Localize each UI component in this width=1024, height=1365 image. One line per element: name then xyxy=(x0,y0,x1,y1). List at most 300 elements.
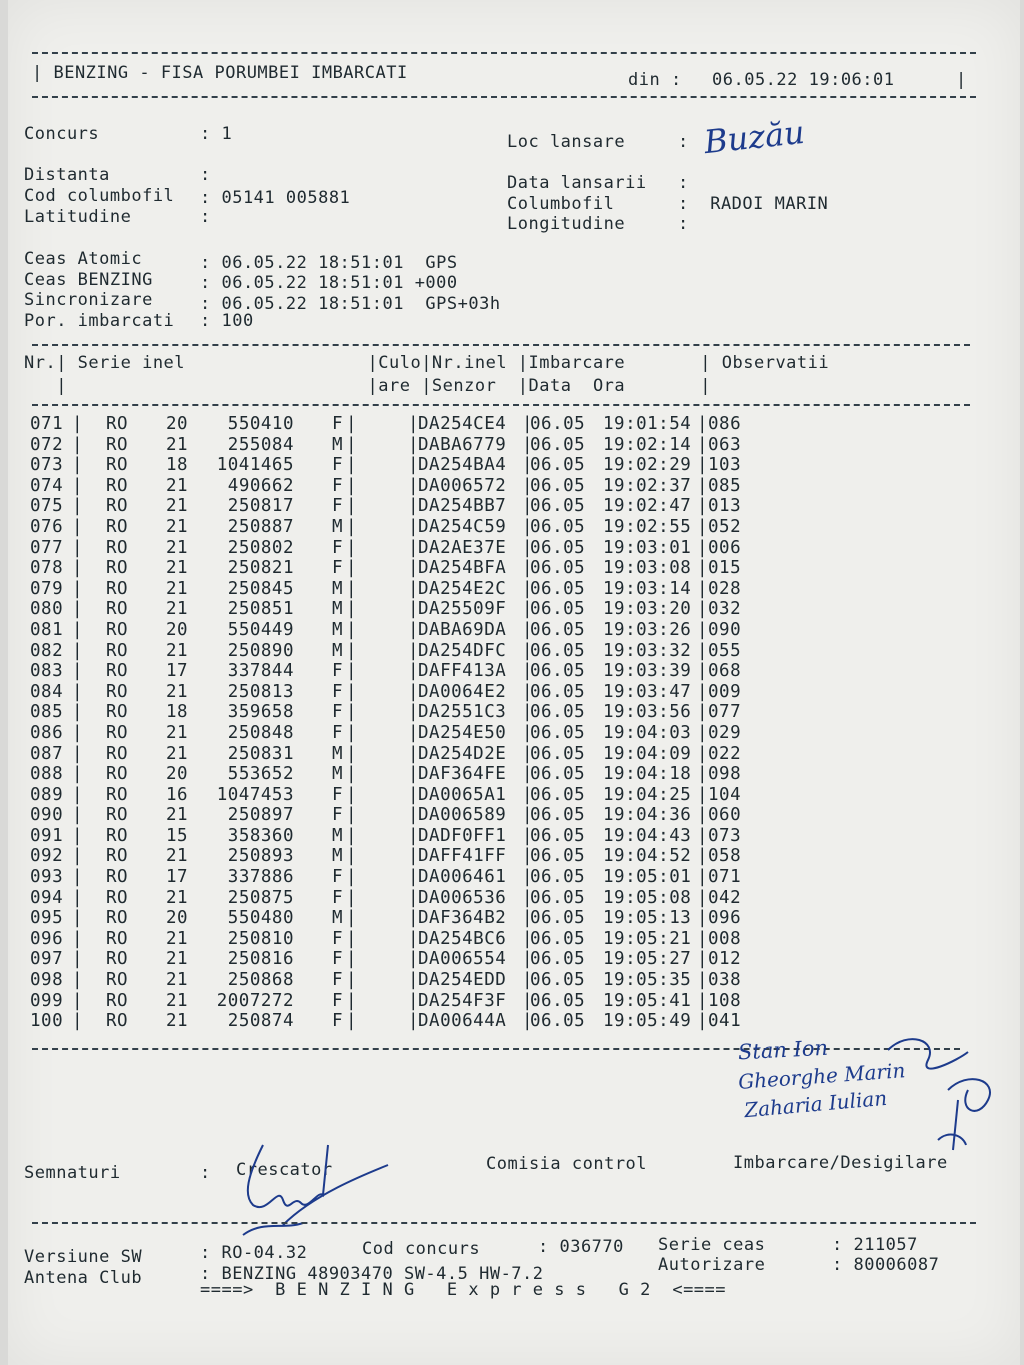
column-separator: | xyxy=(697,887,709,908)
column-separator: | xyxy=(522,970,534,991)
sex-code: M xyxy=(332,516,344,537)
boarding-date: 06.05 xyxy=(530,1011,586,1032)
boarding-date: 06.05 xyxy=(530,928,586,949)
country-code: RO xyxy=(106,990,129,1011)
sex-code: F xyxy=(332,990,344,1011)
column-separator: | xyxy=(697,784,709,805)
column-separator: | xyxy=(697,475,709,496)
column-separator: | xyxy=(346,599,358,620)
ring-number: 337844 xyxy=(227,661,294,682)
table-row xyxy=(28,826,988,847)
column-separator: | xyxy=(346,578,358,599)
sex-code: F xyxy=(332,784,344,805)
column-separator: | xyxy=(346,537,358,558)
sensor-id: DA006554 xyxy=(418,949,507,970)
sex-code: F xyxy=(332,455,344,476)
column-separator: | xyxy=(72,414,84,434)
sex-code: F xyxy=(332,805,344,826)
column-separator: | xyxy=(408,516,420,537)
boarding-time: 19:03:08 xyxy=(603,558,692,579)
column-separator: | xyxy=(408,1011,420,1032)
boarding-time: 19:04:09 xyxy=(603,743,692,764)
column-separator: | xyxy=(346,434,358,455)
ring-year: 21 xyxy=(166,928,189,949)
sex-code: F xyxy=(332,702,344,723)
country-code: RO xyxy=(106,970,129,991)
divider-table-top xyxy=(32,344,970,346)
column-separator: | xyxy=(408,414,420,434)
row-number: 087 xyxy=(30,743,64,764)
ring-year: 21 xyxy=(166,949,189,970)
sex-code: M xyxy=(332,846,344,867)
sex-code: F xyxy=(332,414,344,434)
column-separator: | xyxy=(522,846,534,867)
column-separator: | xyxy=(408,496,420,517)
table-row xyxy=(28,929,988,950)
observation: 006 xyxy=(708,537,742,558)
country-code: RO xyxy=(106,661,129,682)
ceas-benzing-label: Ceas BENZING xyxy=(24,270,153,290)
sex-code: F xyxy=(332,496,344,517)
por-imbarcati-value: : 100 xyxy=(200,311,254,331)
column-separator: | xyxy=(408,722,420,743)
ring-number: 250816 xyxy=(227,949,294,970)
row-number: 094 xyxy=(30,887,64,908)
sex-code: F xyxy=(332,661,344,682)
divider-header xyxy=(32,96,976,98)
boarding-time: 19:01:54 xyxy=(603,414,692,434)
row-number: 084 xyxy=(30,681,64,702)
column-separator: | xyxy=(72,516,84,537)
column-separator: | xyxy=(346,764,358,785)
column-separator: | xyxy=(522,661,534,682)
column-separator: | xyxy=(346,702,358,723)
columbofil-value: : RADOI MARIN xyxy=(678,194,829,214)
boarding-time: 19:03:39 xyxy=(603,661,692,682)
column-separator: | xyxy=(408,661,420,682)
row-number: 100 xyxy=(30,1011,64,1032)
sensor-id: DA254CE4 xyxy=(418,414,507,434)
comisia-control-label: Comisia control xyxy=(486,1154,648,1174)
ring-year: 21 xyxy=(166,846,189,867)
ring-year: 16 xyxy=(166,784,189,805)
ring-number: 250868 xyxy=(227,970,294,991)
observation: 015 xyxy=(708,558,742,579)
table-header-line2: | |are |Senzor |Data Ora | xyxy=(24,376,712,396)
column-separator: | xyxy=(72,784,84,805)
sensor-id: DA2AE37E xyxy=(418,537,507,558)
column-separator: | xyxy=(522,949,534,970)
country-code: RO xyxy=(106,599,129,620)
boarding-time: 19:03:32 xyxy=(603,640,692,661)
column-separator: | xyxy=(408,846,420,867)
column-separator: | xyxy=(72,825,84,846)
column-separator: | xyxy=(522,990,534,1011)
column-separator: | xyxy=(346,1011,358,1032)
observation: 038 xyxy=(708,970,742,991)
column-separator: | xyxy=(522,702,534,723)
observation: 063 xyxy=(708,434,742,455)
sensor-id: DA0064E2 xyxy=(418,681,507,702)
ring-year: 21 xyxy=(166,640,189,661)
boarding-time: 19:03:14 xyxy=(603,578,692,599)
boarding-date: 06.05 xyxy=(530,661,586,682)
column-separator: | xyxy=(697,805,709,826)
column-separator: | xyxy=(346,867,358,888)
row-number: 080 xyxy=(30,599,64,620)
boarding-time: 19:05:35 xyxy=(603,970,692,991)
ring-number: 250810 xyxy=(227,928,294,949)
ring-year: 21 xyxy=(166,599,189,620)
column-separator: | xyxy=(408,867,420,888)
column-separator: | xyxy=(72,764,84,785)
row-number: 096 xyxy=(30,928,64,949)
column-separator: | xyxy=(408,475,420,496)
sensor-id: DAFF413A xyxy=(418,661,507,682)
handwritten-name-2: Gheorghe Marin xyxy=(737,1058,907,1094)
column-separator: | xyxy=(72,702,84,723)
column-separator: | xyxy=(697,640,709,661)
column-separator: | xyxy=(697,599,709,620)
observation: 022 xyxy=(708,743,742,764)
table-row xyxy=(28,476,988,497)
table-row xyxy=(28,702,988,723)
column-separator: | xyxy=(697,970,709,991)
table-row xyxy=(28,805,988,826)
ring-year: 20 xyxy=(166,908,189,929)
country-code: RO xyxy=(106,516,129,537)
handwritten-name-1: Stan Ion xyxy=(737,1035,829,1065)
ring-number: 250821 xyxy=(227,558,294,579)
column-separator: | xyxy=(72,846,84,867)
column-separator: | xyxy=(346,805,358,826)
commission-signature-scribble xyxy=(868,1030,1008,1160)
column-separator: | xyxy=(697,722,709,743)
ring-number: 550480 xyxy=(227,908,294,929)
boarding-time: 19:04:52 xyxy=(603,846,692,867)
column-separator: | xyxy=(72,805,84,826)
observation: 096 xyxy=(708,908,742,929)
observation: 098 xyxy=(708,764,742,785)
ring-year: 21 xyxy=(166,558,189,579)
column-separator: | xyxy=(346,516,358,537)
boarding-date: 06.05 xyxy=(530,619,586,640)
sex-code: F xyxy=(332,681,344,702)
row-number: 088 xyxy=(30,764,64,785)
row-number: 093 xyxy=(30,867,64,888)
column-separator: | xyxy=(697,743,709,764)
boarding-date: 06.05 xyxy=(530,558,586,579)
observation: 052 xyxy=(708,516,742,537)
printout-sheet xyxy=(8,0,1020,1365)
sex-code: F xyxy=(332,475,344,496)
sensor-id: DA254F3F xyxy=(418,990,507,1011)
column-separator: | xyxy=(408,619,420,640)
column-separator: | xyxy=(522,743,534,764)
row-number: 085 xyxy=(30,702,64,723)
sensor-id: DABA6779 xyxy=(418,434,507,455)
sensor-id: DA254BA4 xyxy=(418,455,507,476)
column-separator: | xyxy=(72,619,84,640)
column-separator: | xyxy=(72,990,84,1011)
table-row xyxy=(28,579,988,600)
ring-year: 21 xyxy=(166,434,189,455)
table-row xyxy=(28,949,988,970)
table-row xyxy=(28,744,988,765)
country-code: RO xyxy=(106,1011,129,1032)
ring-number: 250851 xyxy=(227,599,294,620)
column-separator: | xyxy=(72,599,84,620)
boarding-time: 19:05:13 xyxy=(603,908,692,929)
column-separator: | xyxy=(697,578,709,599)
boarding-time: 19:05:08 xyxy=(603,887,692,908)
column-separator: | xyxy=(408,434,420,455)
table-row xyxy=(28,558,988,579)
boarding-time: 19:05:27 xyxy=(603,949,692,970)
observation: 058 xyxy=(708,846,742,867)
semnaturi-label: Semnaturi xyxy=(24,1163,121,1183)
divider-table-header xyxy=(32,404,970,406)
country-code: RO xyxy=(106,496,129,517)
observation: 013 xyxy=(708,496,742,517)
column-separator: | xyxy=(346,908,358,929)
latitudine-label: Latitudine xyxy=(24,207,132,227)
table-row xyxy=(28,661,988,682)
country-code: RO xyxy=(106,949,129,970)
din-value: 06.05.22 19:06:01 xyxy=(712,70,895,90)
column-separator: | xyxy=(522,537,534,558)
column-separator: | xyxy=(522,434,534,455)
ring-number: 250875 xyxy=(227,887,294,908)
ring-year: 21 xyxy=(166,537,189,558)
column-separator: | xyxy=(697,516,709,537)
cod-concurs-label: Cod concurs xyxy=(362,1239,481,1259)
column-separator: | xyxy=(72,455,84,476)
column-separator: | xyxy=(346,887,358,908)
boarding-time: 19:02:55 xyxy=(603,516,692,537)
row-number: 097 xyxy=(30,949,64,970)
row-number: 089 xyxy=(30,784,64,805)
column-separator: | xyxy=(346,949,358,970)
column-separator: | xyxy=(522,867,534,888)
longitudine-label: Longitudine xyxy=(507,214,626,234)
table-row xyxy=(28,620,988,641)
column-separator: | xyxy=(408,599,420,620)
country-code: RO xyxy=(106,475,129,496)
column-separator: | xyxy=(408,578,420,599)
versiune-sw-label: Versiune SW xyxy=(24,1247,143,1267)
observation: 108 xyxy=(708,990,742,1011)
boarding-time: 19:03:47 xyxy=(603,681,692,702)
sincronizare-value: : 06.05.22 18:51:01 GPS+03h xyxy=(200,294,501,314)
serie-ceas-value: : 211057 xyxy=(832,1235,918,1255)
column-separator: | xyxy=(697,908,709,929)
sex-code: M xyxy=(332,640,344,661)
boarding-date: 06.05 xyxy=(530,681,586,702)
column-separator: | xyxy=(72,640,84,661)
column-separator: | xyxy=(346,558,358,579)
table-row xyxy=(28,888,988,909)
boarding-time: 19:03:26 xyxy=(603,619,692,640)
column-separator: | xyxy=(522,825,534,846)
header-end-pipe: | xyxy=(956,70,967,90)
table-row xyxy=(28,517,988,538)
column-separator: | xyxy=(522,496,534,517)
row-number: 091 xyxy=(30,825,64,846)
boarding-date: 06.05 xyxy=(530,867,586,888)
row-number: 092 xyxy=(30,846,64,867)
ceas-atomic-label: Ceas Atomic xyxy=(24,249,143,269)
observation: 068 xyxy=(708,661,742,682)
longitudine-value: : xyxy=(678,214,689,234)
row-number: 074 xyxy=(30,475,64,496)
boarding-date: 06.05 xyxy=(530,784,586,805)
column-separator: | xyxy=(522,928,534,949)
column-separator: | xyxy=(346,846,358,867)
table-row xyxy=(28,970,988,991)
column-separator: | xyxy=(72,743,84,764)
table-row xyxy=(28,599,988,620)
distanta-value: : xyxy=(200,165,211,185)
column-separator: | xyxy=(522,640,534,661)
column-separator: | xyxy=(346,496,358,517)
column-separator: | xyxy=(72,537,84,558)
observation: 090 xyxy=(708,619,742,640)
column-separator: | xyxy=(408,805,420,826)
table-row xyxy=(28,846,988,867)
por-imbarcati-label: Por. imbarcati xyxy=(24,311,175,331)
country-code: RO xyxy=(106,640,129,661)
ceas-benzing-value: : 06.05.22 18:51:01 +000 xyxy=(200,273,458,293)
sex-code: F xyxy=(332,867,344,888)
ring-year: 15 xyxy=(166,825,189,846)
column-separator: | xyxy=(697,846,709,867)
sex-code: F xyxy=(332,722,344,743)
column-separator: | xyxy=(72,475,84,496)
ring-number: 250874 xyxy=(227,1011,294,1032)
imbarcare-desigilare-label: Imbarcare/Desigilare xyxy=(733,1153,948,1173)
row-number: 079 xyxy=(30,578,64,599)
country-code: RO xyxy=(106,537,129,558)
sex-code: M xyxy=(332,764,344,785)
column-separator: | xyxy=(522,414,534,434)
table-row xyxy=(28,414,988,435)
boarding-date: 06.05 xyxy=(530,846,586,867)
boarding-date: 06.05 xyxy=(530,516,586,537)
ring-year: 20 xyxy=(166,764,189,785)
ring-number: 250802 xyxy=(227,537,294,558)
observation: 042 xyxy=(708,887,742,908)
column-separator: | xyxy=(346,661,358,682)
observation: 041 xyxy=(708,1011,742,1032)
row-number: 086 xyxy=(30,722,64,743)
boarding-date: 06.05 xyxy=(530,887,586,908)
row-number: 076 xyxy=(30,516,64,537)
ring-number: 1041465 xyxy=(216,455,294,476)
boarding-time: 19:05:49 xyxy=(603,1011,692,1032)
column-separator: | xyxy=(72,661,84,682)
table-row xyxy=(28,785,988,806)
ring-number: 250890 xyxy=(227,640,294,661)
column-separator: | xyxy=(697,990,709,1011)
boarding-time: 19:04:36 xyxy=(603,805,692,826)
data-lansarii-value: : xyxy=(678,173,689,193)
column-separator: | xyxy=(408,681,420,702)
column-separator: | xyxy=(408,990,420,1011)
concurs-label: Concurs xyxy=(24,124,100,144)
row-number: 083 xyxy=(30,661,64,682)
column-separator: | xyxy=(346,640,358,661)
country-code: RO xyxy=(106,928,129,949)
sex-code: M xyxy=(332,908,344,929)
ring-number: 250845 xyxy=(227,578,294,599)
country-code: RO xyxy=(106,825,129,846)
column-separator: | xyxy=(697,702,709,723)
column-separator: | xyxy=(346,722,358,743)
country-code: RO xyxy=(106,702,129,723)
boarding-time: 19:02:37 xyxy=(603,475,692,496)
sensor-id: DABA69DA xyxy=(418,619,507,640)
ring-number: 250897 xyxy=(227,805,294,826)
column-separator: | xyxy=(72,887,84,908)
observation: 009 xyxy=(708,681,742,702)
concurs-value: : 1 xyxy=(200,124,233,144)
ring-number: 250813 xyxy=(227,681,294,702)
sex-code: M xyxy=(332,743,344,764)
observation: 008 xyxy=(708,928,742,949)
autorizare-value: : 80006087 xyxy=(832,1255,940,1275)
observation: 071 xyxy=(708,867,742,888)
boarding-date: 06.05 xyxy=(530,722,586,743)
column-separator: | xyxy=(346,455,358,476)
column-separator: | xyxy=(697,825,709,846)
column-separator: | xyxy=(72,558,84,579)
column-separator: | xyxy=(697,619,709,640)
ring-year: 21 xyxy=(166,887,189,908)
column-separator: | xyxy=(697,455,709,476)
country-code: RO xyxy=(106,722,129,743)
serie-ceas-label: Serie ceas xyxy=(658,1235,766,1255)
sensor-id: DA006589 xyxy=(418,805,507,826)
column-separator: | xyxy=(408,825,420,846)
sensor-id: DA006536 xyxy=(418,887,507,908)
sensor-id: DA254BB7 xyxy=(418,496,507,517)
boarding-time: 19:05:21 xyxy=(603,928,692,949)
column-separator: | xyxy=(408,784,420,805)
observation: 055 xyxy=(708,640,742,661)
column-separator: | xyxy=(522,558,534,579)
column-separator: | xyxy=(697,496,709,517)
ring-year: 21 xyxy=(166,578,189,599)
autorizare-label: Autorizare xyxy=(658,1255,766,1275)
column-separator: | xyxy=(72,681,84,702)
ring-year: 21 xyxy=(166,743,189,764)
observation: 029 xyxy=(708,722,742,743)
column-separator: | xyxy=(408,537,420,558)
sex-code: M xyxy=(332,619,344,640)
columbofil-label: Columbofil xyxy=(507,194,615,214)
column-separator: | xyxy=(346,990,358,1011)
boarding-date: 06.05 xyxy=(530,475,586,496)
sincronizare-label: Sincronizare xyxy=(24,290,153,310)
boarding-time: 19:04:43 xyxy=(603,825,692,846)
column-separator: | xyxy=(72,970,84,991)
ring-number: 553652 xyxy=(227,764,294,785)
column-separator: | xyxy=(697,558,709,579)
country-code: RO xyxy=(106,414,129,434)
column-separator: | xyxy=(697,434,709,455)
country-code: RO xyxy=(106,764,129,785)
